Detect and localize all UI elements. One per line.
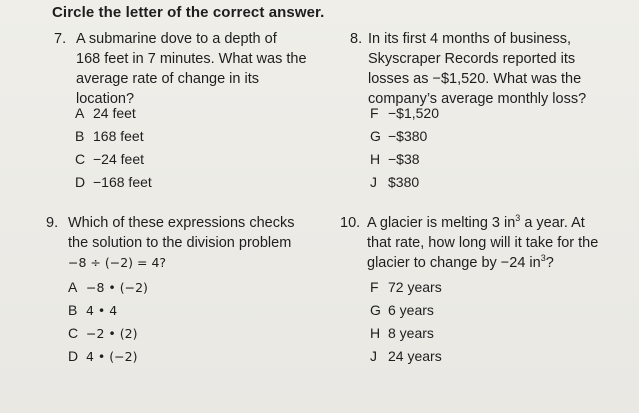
choice-text: −$380 (388, 128, 428, 144)
question-7-line-2: 168 feet in 7 minutes. What was the (76, 51, 307, 67)
question-10-line-3-text: glacier to change by −24 in (367, 255, 541, 271)
question-8-choice-h[interactable] (370, 151, 420, 167)
choice-letter: F (370, 279, 379, 295)
question-10-line-3 (367, 253, 639, 273)
choice-letter: H (370, 151, 381, 167)
question-9-line-1: Which of these expressions checks (68, 215, 295, 231)
question-8-line-3: losses as −$1,520. What was the (368, 71, 582, 87)
question-8-choice-j[interactable] (370, 174, 419, 190)
choice-text: 4 • 4 (86, 303, 118, 318)
question-7 (54, 29, 338, 109)
question-10-stem (340, 213, 639, 273)
question-8-line-2: Skyscraper Records reported its (368, 51, 576, 67)
choice-letter: C (68, 325, 79, 341)
question-9-choice-b[interactable] (68, 302, 117, 318)
question-9-number: 9. (46, 215, 59, 231)
choice-text: −$38 (388, 151, 420, 167)
choice-text: 24 years (388, 348, 442, 364)
question-9 (46, 213, 340, 273)
choice-text: −24 feet (93, 151, 144, 167)
choice-letter: B (68, 302, 78, 318)
question-9-choice-c[interactable] (68, 325, 137, 341)
choice-text: 8 years (388, 325, 434, 341)
question-9-equation: −8 ÷ (−2) = 4? (68, 255, 167, 270)
question-8-stem (350, 29, 635, 109)
question-10-choice-j[interactable] (370, 348, 442, 364)
choice-letter: C (75, 151, 86, 167)
question-8-line-4: company’s average monthly loss? (368, 91, 587, 107)
question-10-choice-h[interactable] (370, 325, 434, 341)
choice-text: 24 feet (93, 105, 136, 121)
instructions-heading: Circle the letter of the correct answer. (52, 4, 325, 21)
choice-letter: B (75, 128, 85, 144)
question-10-line-1-text: A glacier is melting 3 in (367, 215, 516, 231)
choice-text: −8 • (−2) (86, 280, 148, 295)
question-10-choice-g[interactable] (370, 302, 434, 318)
question-10-number: 10. (340, 215, 361, 231)
choice-letter: F (370, 105, 379, 121)
choice-text: 168 feet (93, 128, 144, 144)
question-9-choice-d[interactable] (68, 348, 137, 364)
question-9-choice-a[interactable] (68, 279, 148, 295)
choice-text: 6 years (388, 302, 434, 318)
choice-letter: G (370, 302, 381, 318)
question-7-choice-a[interactable] (75, 105, 136, 121)
choice-text: −168 feet (93, 174, 152, 190)
choice-text: 4 • (−2) (86, 349, 138, 364)
question-9-stem (46, 213, 340, 273)
choice-text: −2 • (2) (86, 326, 138, 341)
question-8 (350, 29, 635, 109)
choice-letter: H (370, 325, 381, 341)
exponent: 3 (540, 253, 546, 264)
question-8-line-1: In its first 4 months of business, (368, 31, 572, 47)
question-7-stem (54, 29, 338, 109)
question-10-line-2: that rate, how long will it take for the (367, 235, 599, 251)
choice-letter: A (75, 105, 85, 121)
choice-text: $380 (388, 174, 420, 190)
choice-text: −$1,520 (388, 105, 439, 121)
choice-letter: A (68, 279, 78, 295)
question-7-choice-c[interactable] (75, 151, 144, 167)
question-10 (340, 213, 639, 273)
question-7-line-1: A submarine dove to a depth of (76, 31, 277, 47)
question-10-line-3-end: ? (545, 255, 554, 271)
question-8-number: 8. (350, 31, 363, 47)
question-7-line-4: location? (76, 91, 135, 107)
question-10-choice-f[interactable] (370, 279, 442, 295)
question-10-line-1 (367, 213, 639, 233)
question-7-choice-b[interactable] (75, 128, 144, 144)
question-7-line-3: average rate of change in its (76, 71, 259, 87)
question-7-number: 7. (54, 31, 67, 47)
choice-letter: J (370, 174, 377, 190)
choice-letter: G (370, 128, 381, 144)
question-8-choice-g[interactable] (370, 128, 427, 144)
choice-letter: J (370, 348, 377, 364)
choice-letter: D (68, 348, 79, 364)
question-10-line-1-end: a year. At (520, 215, 585, 231)
choice-letter: D (75, 174, 86, 190)
exponent: 3 (515, 213, 521, 224)
question-8-choice-f[interactable] (370, 105, 439, 121)
question-9-line-2: the solution to the division problem (68, 235, 292, 251)
choice-text: 72 years (388, 279, 442, 295)
question-7-choice-d[interactable] (75, 174, 152, 190)
